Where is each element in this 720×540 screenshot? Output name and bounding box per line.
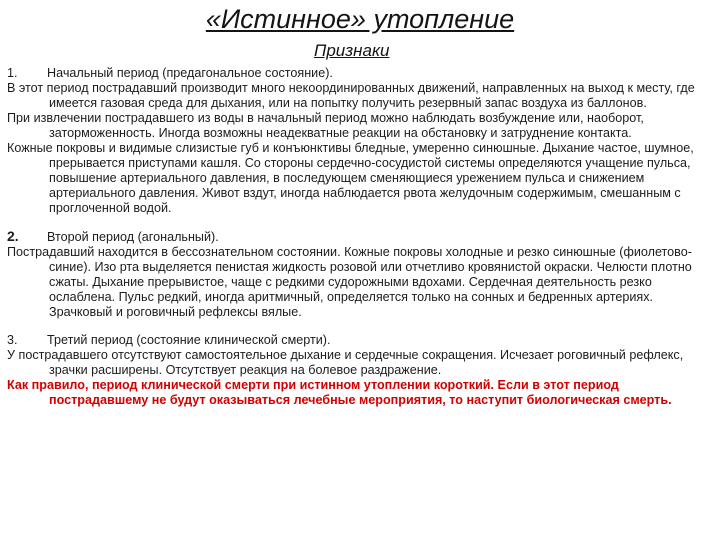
section-2-title: Второй период (агональный). xyxy=(47,230,219,244)
section-1-number: 1. xyxy=(7,66,18,80)
section-1-paragraph-2: При извлечении пострадавшего из воды в начальный период можно наблюдать возбуждение или, наоборот, заторможенность. Иногда возможны неадекватные реакции на обстановку и затруднение контакта. xyxy=(7,111,644,140)
slide-subtitle: Признаки xyxy=(314,41,390,60)
section-3-number: 3. xyxy=(7,333,18,347)
section-2-heading xyxy=(7,229,712,245)
section-1-heading xyxy=(7,66,712,81)
section-1-paragraph-1: В этот период пострадавший производит много некоординированных движений, направленных на выход к месту, где имеется газовая среда для дыхания, или на попытку получить резервный запас воздуха из баллонов. xyxy=(7,81,695,110)
section-3-heading xyxy=(7,333,712,348)
section-3-paragraph-1: У пострадавшего отсутствуют самостоятельное дыхание и сердечные сокращения. Исчезает роговичный рефлекс, зрачки расширены. Отсутствует реакция на болевое раздражение. xyxy=(7,348,684,377)
section-1-title: Начальный период (предагональное состояние). xyxy=(47,66,333,80)
warning-note: Как правило, период клинической смерти при истинном утоплении короткий. Если в этот период пострадавшему не будут оказываться лечебные мероприятия, то наступит биологическая смерть. xyxy=(7,378,672,407)
section-1-paragraph-3: Кожные покровы и видимые слизистые губ и конъюнктивы бледные, умеренно синюшные. Дыхание частое, шумное, прерывается приступами кашля. Со стороны сердечно-сосудистой системы определяются учащение пульса, повышение артериального давления, в последующем сменяющиеся урежением пульса и снижением артериального давления. Живот вздут, иногда наблюдается рвота желудочным содержимым, смешанным с проглоченной водой. xyxy=(7,141,694,215)
section-2-number: 2. xyxy=(7,228,19,244)
slide-title: «Истинное» утопление xyxy=(205,4,515,34)
slide-content xyxy=(7,66,712,408)
section-2-paragraph-1: Пострадавший находится в бессознательном состоянии. Кожные покровы холодные и резко синюшные (фиолетово-синие). Изо рта выделяется пенистая жидкость розовой или отчетливо кровянистой окраски. Челюсти плотно сжаты. Дыхание прерывистое, чаще с редкими судорожными вдохами. Сердечная деятельность резко ослаблена. Пульс редкий, иногда аритмичный, определяется только на сонных и бедренных артериях. Зрачковый и роговичный рефлексы вялые. xyxy=(7,245,692,319)
section-3-title: Третий период (состояние клинической смерти). xyxy=(47,333,331,347)
